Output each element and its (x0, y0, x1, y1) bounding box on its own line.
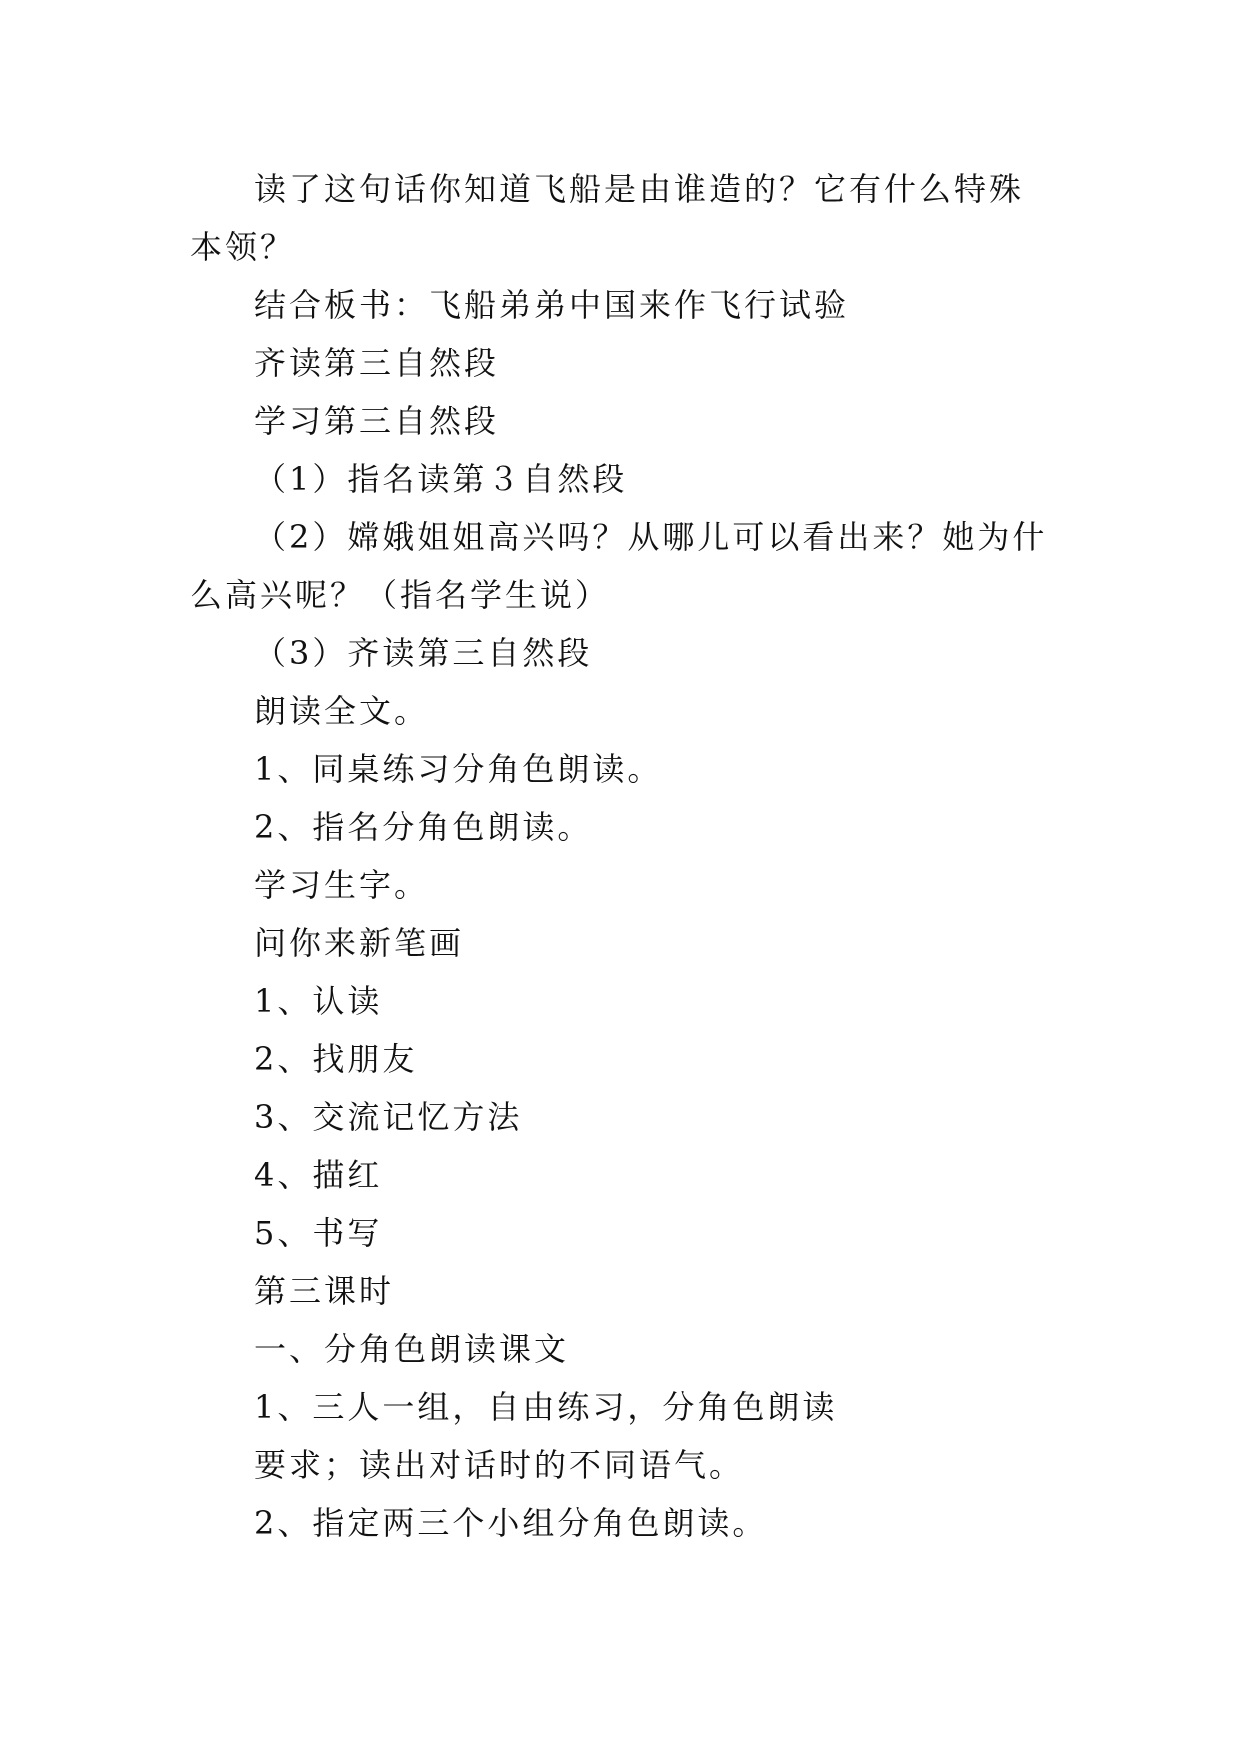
paragraph-trace: 4、描红 (254, 1156, 383, 1194)
paragraph-study-third: 学习第三自然段 (254, 402, 500, 440)
document-body (190, 160, 1054, 1552)
paragraph-new-strokes: 问你来新笔画 (254, 924, 465, 962)
paragraph-recognize: 1、认读 (254, 982, 383, 1020)
paragraph-requirement: 要求；读出对话时的不同语气。 (254, 1446, 745, 1484)
paragraph-question-spaceship: 读了这句话你知道飞船是由谁造的？它有什么特殊本领？ (190, 170, 1025, 266)
paragraph-step-3: （3）齐读第三自然段 (254, 634, 593, 672)
paragraph-write: 5、书写 (254, 1214, 383, 1252)
paragraph-read-full-text: 朗读全文。 (254, 692, 430, 730)
section-heading-third-lesson: 第三课时 (254, 1272, 395, 1310)
paragraph-board-notes: 结合板书：飞船弟弟中国来作飞行试验 (254, 286, 850, 324)
paragraph-step-2: （2）嫦娥姐姐高兴吗？从哪儿可以看出来？她为什么高兴呢？（指名学生说） (190, 518, 1048, 614)
paragraph-read-together: 齐读第三自然段 (254, 344, 500, 382)
paragraph-selected-groups: 2、指定两三个小组分角色朗读。 (254, 1504, 768, 1542)
paragraph-groups-of-three: 1、三人一组，自由练习，分角色朗读 (254, 1388, 838, 1426)
paragraph-named-roles: 2、指名分角色朗读。 (254, 808, 593, 846)
paragraph-memory-methods: 3、交流记忆方法 (254, 1098, 523, 1136)
paragraph-learn-characters: 学习生字。 (254, 866, 430, 904)
paragraph-step-1: （1）指名读第３自然段 (254, 460, 628, 498)
paragraph-find-friends: 2、找朋友 (254, 1040, 418, 1078)
paragraph-deskmate-practice: 1、同桌练习分角色朗读。 (254, 750, 663, 788)
paragraph-role-reading: 一、分角色朗读课文 (254, 1330, 570, 1368)
